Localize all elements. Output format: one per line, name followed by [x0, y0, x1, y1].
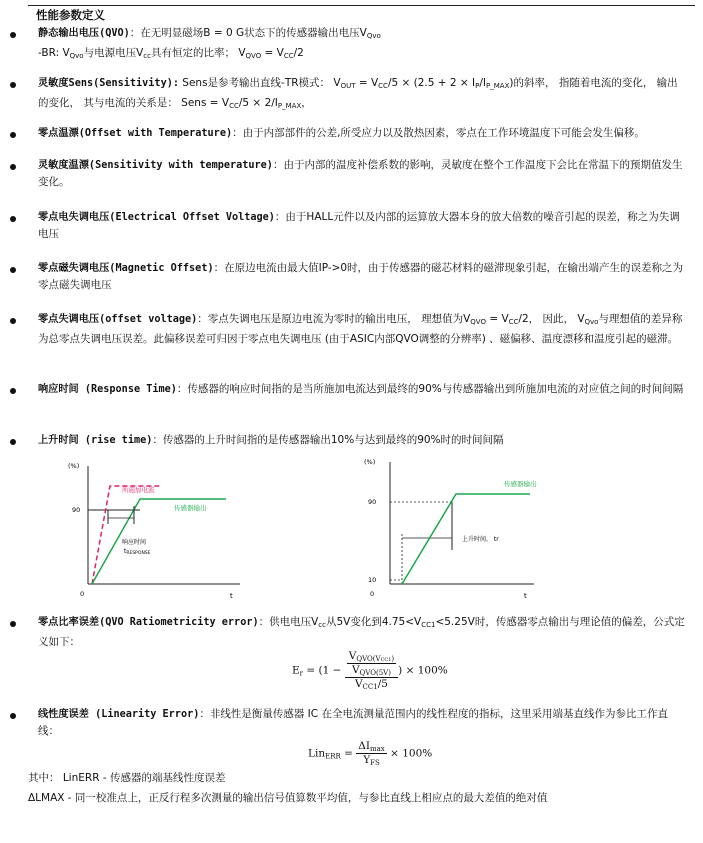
- bullet: [10, 439, 16, 445]
- section-heading: 性能参数定义: [36, 8, 105, 22]
- item-term: 零点电失调电压(Electrical Offset Voltage): [38, 212, 275, 223]
- linearity-error-formula: Lin$_{ERR}$ = $\frac{\Delta I_{max}}{Y_{FS}}$ × 100%: [308, 740, 433, 767]
- item-text: 零点电失调电压(Electrical Offset Voltage)：由于HALL元件以及内部的运算放大器本身的放大倍数的噪音引起的误差，称之为失调电压: [38, 211, 680, 240]
- bullet: [10, 318, 16, 324]
- sensor-output-label: 传感器输出: [504, 480, 537, 488]
- note-line-2: ΔLMAX - 同一校准点上，正反行程多次测量的输出信号值算数平均值，与参比直线上相应点的最大差值的绝对值: [28, 792, 548, 804]
- y-tick-90: 90: [368, 498, 377, 506]
- y-axis-label: (%): [364, 458, 376, 466]
- item-text: 响应时间 (Response Time)：传感器的响应时间指的是当所施加电流达到最终的90%与传感器输出到所施加电流的对应值之间的时间间隔: [38, 383, 684, 395]
- y-tick-90: 90: [72, 506, 81, 514]
- x-axis-label: t: [524, 592, 527, 600]
- item-term: 线性度误差 (Linearity Error): [38, 709, 200, 720]
- top-rule: [28, 5, 695, 6]
- item-text: 零点比率误差(QVO Ratiometricity error)：供电电压$V_{cc}$从5V变化到$4.75<V_{CC1}<5.25V$时，传感器零点输出与理论值的偏差，公式定义如下：: [38, 616, 685, 648]
- applied-current-line: [92, 486, 162, 584]
- note-line-1: 其中： LinERR - 传感器的端基线性度误差: [28, 772, 226, 784]
- y-axis-label: (%): [68, 462, 80, 470]
- item-text: 线性度误差 (Linearity Error)：非线性是衡量传感器 IC 在全电流测量范围内的线性程度的指标，这里采用端基直线作为参比工作直线：: [38, 708, 668, 737]
- origin-label: 0: [80, 590, 85, 598]
- rise-time-chart: [362, 456, 542, 602]
- item-term: 零点失调电压(offset voltage): [38, 314, 198, 325]
- bullet: [10, 132, 16, 138]
- applied-current-label: 所施加电流: [122, 486, 155, 494]
- response-time-chart: [62, 456, 242, 602]
- fraction: $\frac{\Delta I_{max}}{Y_{FS}}$: [358, 740, 385, 767]
- item-term: 零点比率误差(QVO Ratiometricity error): [38, 617, 259, 628]
- item-term: 灵敏度Sens(Sensitivity):: [38, 78, 179, 89]
- ratiometric-error-formula: $E_r = (1$ − $\frac{\frac{V_{QVO(VCC1)}}{V_{QVO(5V)}}}{V_{CC1}/5}$ ) × 100%: [292, 650, 448, 691]
- bullet: [10, 621, 16, 627]
- bullet: [10, 32, 16, 38]
- response-time-label: 响应时间: [122, 539, 147, 546]
- item-term: 零点磁失调电压(Magnetic Offset): [38, 263, 214, 274]
- item-text: 灵敏度Sens(Sensitivity): Sens是参考输出直线-TR模式： $V_{OUT} = V_{CC}/5 \times (2.5 + 2 \times I_P/I_{P\_MAX})$的斜率， 指随着电流的变化， 输出 的变化， 其与电流的关系是： Sens = $V_{CC}/5 \times 2/I_{P\_MAX}$，: [38, 77, 678, 110]
- origin-label: 0: [370, 590, 375, 598]
- bullet: [10, 82, 16, 88]
- bullet: [10, 164, 16, 170]
- rise-time-label: 上升时间， tr: [462, 536, 499, 543]
- bullet: [10, 267, 16, 273]
- item-term: 零点温漂(Offset with Temperature): [38, 128, 233, 139]
- item-text: 灵敏度温漂(Sensitivity with temperature)：由于内部的温度补偿系数的影响，灵敏度在整个工作温度下会比在常温下的预期值发生变化。: [38, 159, 683, 188]
- item-text: 上升时间 (rise time)：传感器的上升时间指的是传感器输出10%与达到最终的90%时的时间间隔: [38, 434, 504, 446]
- item-text: 零点磁失调电压(Magnetic Offset)：在原边电流由最大值IP->0时，由于传感器的磁芯材料的磁滞现象引起，在输出端产生的误差称之为零点磁失调电压: [38, 262, 684, 291]
- sensor-output-label: 传感器输出: [174, 504, 207, 512]
- item-text: 零点失调电压(offset voltage)：零点失调电压是原边电流为零时的输出电压， 理想值为$V_{QVO} = V_{CC}/2$， 因此， $V_{Qvo}$与理想值的差异称为总零点失调电压误差。此偏移误差可归因于零点电失调电压 (由于ASIC内部QVO调整的分辨率) 、磁偏移、温度漂移和温度引起的磁滞。: [38, 313, 683, 345]
- bullet: [10, 713, 16, 719]
- fraction: $\frac{\frac{V_{QVO(VCC1)}}{V_{QVO(5V)}}}{V_{CC1}/5}$: [345, 650, 398, 691]
- x-axis-label: t: [230, 592, 233, 600]
- item-term: 响应时间 (Response Time): [38, 384, 177, 395]
- bullet: [10, 216, 16, 222]
- response-time-symbol: tRESPONSE: [124, 548, 151, 556]
- item-term: 灵敏度温漂(Sensitivity with temperature): [38, 160, 273, 171]
- item-text: 零点温漂(Offset with Temperature)：由于内部部件的公差,所受应力以及散热因素，零点在工作环境温度下可能会发生偏移。: [38, 127, 645, 139]
- item-term: 上升时间 (rise time): [38, 435, 153, 446]
- item-text: 静态输出电压(QVO)：在无明显磁场B = 0 G状态下的传感器输出电压$V_{Qvo}$ -BR: $V_{Qvo}$与电源电压$V_{cc}$具有恒定的比率； $V_{QVO} = V_{CC}/2$: [38, 27, 381, 60]
- item-term: 静态输出电压(QVO): [38, 28, 130, 39]
- bullet: [10, 388, 16, 394]
- y-tick-10: 10: [368, 576, 377, 584]
